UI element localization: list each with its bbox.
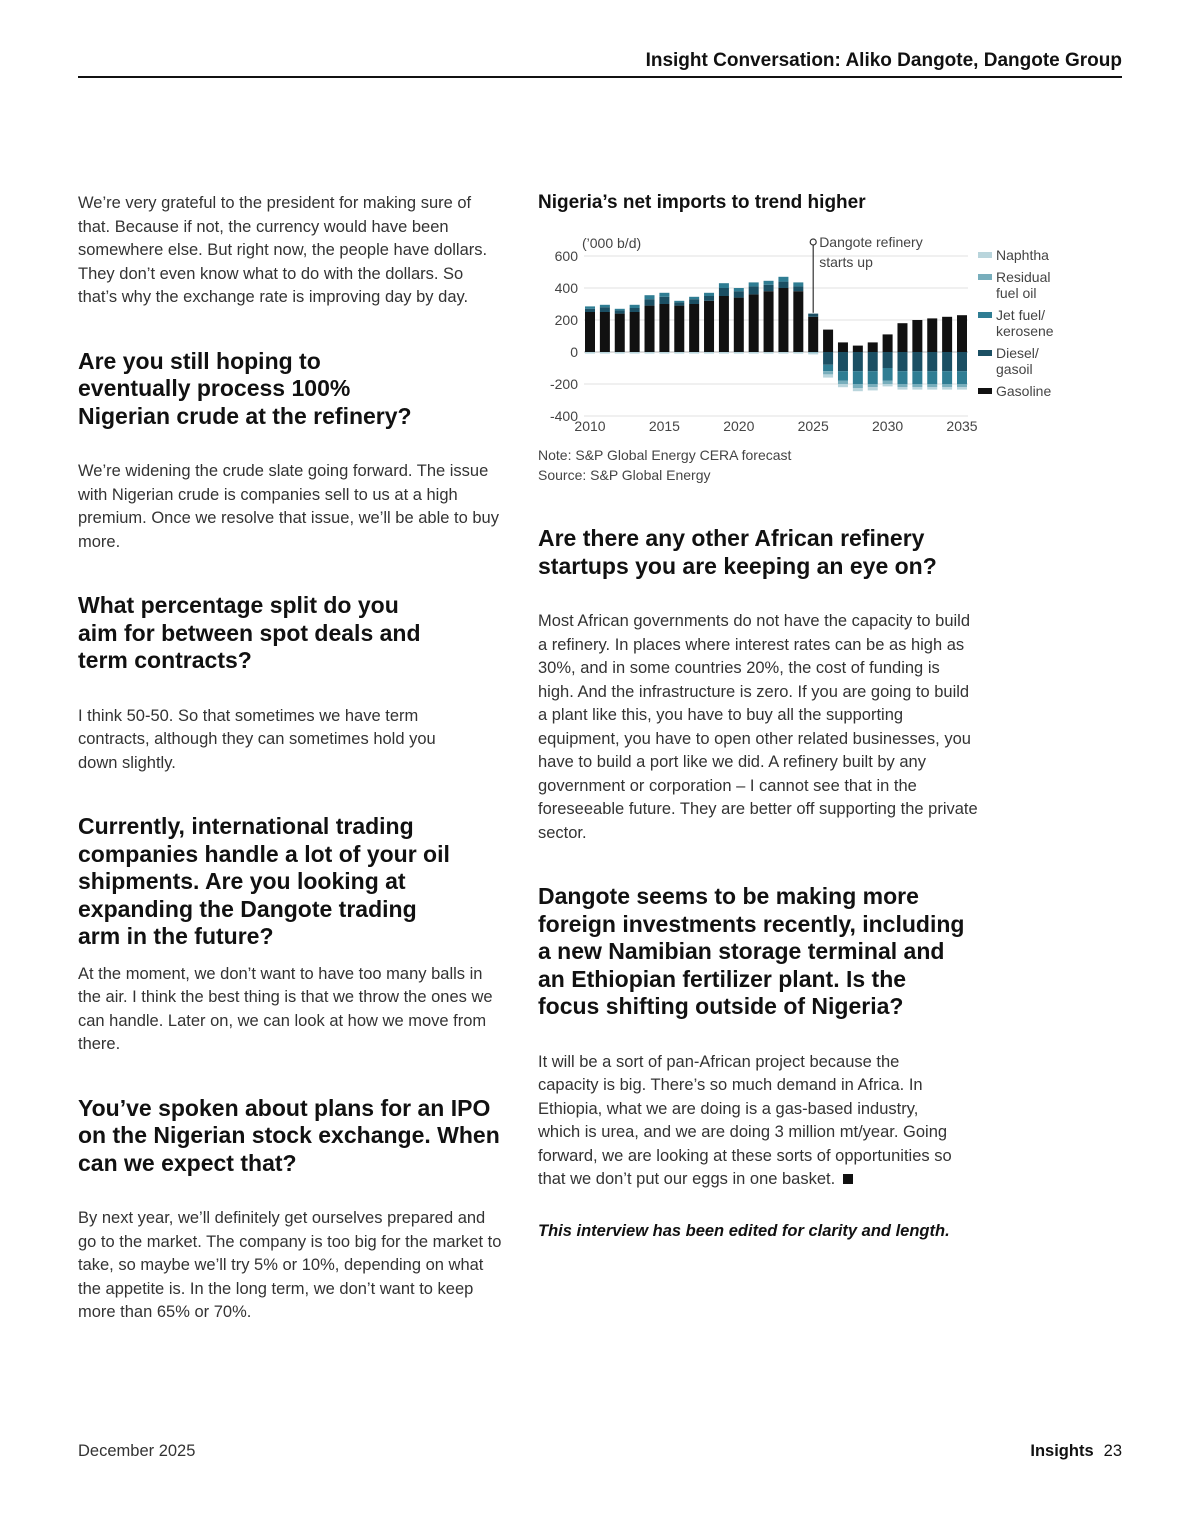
- bar-segment: [659, 293, 669, 297]
- bar-segment: [823, 371, 833, 374]
- bar-segment: [838, 371, 848, 381]
- bar-segment: [912, 352, 922, 371]
- bar-segment: [808, 353, 818, 355]
- annotation-label: Dangote refinery: [819, 234, 923, 250]
- bar-segment: [585, 312, 595, 352]
- question-trading: Currently, international trading companies handle a lot of your oil shipments. Are you looking at expanding the Dangote trading arm in the future?: [78, 813, 450, 949]
- bar-segment: [689, 299, 699, 304]
- bar-segment: [630, 308, 640, 312]
- bar-segment: [674, 306, 684, 352]
- bar-segment: [957, 384, 967, 387]
- bar-segment: [823, 374, 833, 377]
- bar-segment: [838, 381, 848, 384]
- bar-segment: [630, 312, 640, 352]
- bar-segment: [897, 371, 907, 384]
- bar-segment: [615, 309, 625, 311]
- end-of-article-icon: [843, 1174, 853, 1184]
- question-foreign-investments: Dangote seems to be making more foreign investments recently, including a new Namibian storage terminal and an Ethiopian fertilizer plant. Is the focus shifting outside of Nigeria?: [538, 883, 965, 1019]
- bar-segment: [719, 288, 729, 296]
- bar-segment: [897, 352, 907, 371]
- bar-segment: [719, 283, 729, 288]
- bar-segment: [600, 307, 610, 312]
- bar-segment: [868, 387, 878, 390]
- bar-segment: [734, 291, 744, 297]
- x-tick-label: 2020: [723, 418, 755, 434]
- bar-segment: [659, 304, 669, 352]
- bar-segment: [927, 371, 937, 384]
- bar-segment: [764, 352, 774, 354]
- bar-segment: [689, 297, 699, 299]
- question-ipo: You’ve spoken about plans for an IPO on the Nigerian stock exchange. When can we expect that?: [78, 1094, 500, 1176]
- question-crude: Are you still hoping to eventually process 100% Nigerian crude at the refinery?: [78, 347, 412, 429]
- legend-label: Gasoline: [996, 383, 1052, 399]
- bar-segment: [957, 352, 967, 371]
- bar-segment: [808, 314, 818, 317]
- bar-segment: [942, 317, 952, 352]
- bar-segment: [808, 317, 818, 352]
- legend-swatch: [978, 274, 992, 280]
- bar-segment: [719, 296, 729, 352]
- chart-source: Source: S&P Global Energy: [538, 467, 711, 483]
- bar-segment: [912, 387, 922, 389]
- bar-segment: [868, 384, 878, 387]
- bar-segment: [883, 368, 893, 381]
- bar-segment: [630, 352, 640, 354]
- bar-segment: [734, 298, 744, 352]
- bar-segment: [615, 352, 625, 354]
- legend-label: fuel oil: [996, 285, 1037, 301]
- bar-segment: [659, 297, 669, 304]
- legend-label: gasoil: [996, 361, 1033, 377]
- net-imports-chart: [538, 216, 1068, 441]
- bar-segment: [838, 352, 848, 371]
- bar-segment: [615, 310, 625, 313]
- annotation-marker-icon: [810, 239, 816, 245]
- bar-segment: [957, 371, 967, 384]
- bar-segment: [674, 352, 684, 354]
- bar-segment: [883, 381, 893, 384]
- question-african-refineries: Are there any other African refinery startups you are keeping an eye on?: [538, 525, 937, 579]
- legend-label: Residual: [996, 269, 1051, 285]
- bar-segment: [883, 352, 893, 368]
- left-column: [78, 192, 503, 1325]
- bar-segment: [719, 352, 729, 354]
- bar-segment: [957, 315, 967, 352]
- legend-swatch: [978, 350, 992, 356]
- bar-segment: [927, 352, 937, 371]
- bar-segment: [793, 282, 803, 286]
- y-tick-label: 600: [554, 248, 578, 264]
- bar-segment: [793, 291, 803, 352]
- bar-segment: [778, 352, 788, 354]
- bar-segment: [957, 387, 967, 389]
- chart-title: Nigeria’s net imports to trend higher: [538, 192, 866, 213]
- bar-segment: [897, 323, 907, 352]
- bar-segment: [927, 387, 937, 389]
- bar-segment: [600, 352, 610, 354]
- y-tick-label: -400: [549, 408, 578, 424]
- answer-crude: We’re widening the crude slate going forward. The issue with Nigerian crude is companies sell to us at a high premium. Once we resolve that issue, we’ll be able to buy more.: [78, 462, 499, 551]
- answer-trading: At the moment, we don’t want to have too many balls in the air. I think the best thing is that we throw the ones we can handle. Later on, we can look at how we move from there.: [78, 964, 493, 1053]
- bar-segment: [927, 384, 937, 387]
- bar-segment: [942, 387, 952, 389]
- bar-segment: [764, 285, 774, 291]
- bar-segment: [868, 371, 878, 384]
- bar-segment: [600, 305, 610, 307]
- bar-segment: [749, 286, 759, 294]
- bar-segment: [912, 384, 922, 387]
- x-tick-label: 2015: [648, 418, 680, 434]
- bar-segment: [630, 305, 640, 308]
- x-tick-label: 2010: [574, 418, 606, 434]
- bar-segment: [853, 346, 863, 352]
- bar-segment: [659, 352, 669, 354]
- bar-segment: [883, 334, 893, 352]
- x-tick-label: 2025: [797, 418, 829, 434]
- answer-african-refineries: Most African governments do not have the capacity to build a refinery. In places where interest rates can be as high as 30%, and in some countries 20%, the cost of funding is high. And the infrastructure is zero. If you are going to build a plant like this, you have to buy all the supporting equipment, you have to open other related businesses, you have to build a port like we did. A refinery built by any government or corporation – I cannot see that in the foreseeable future. They are better off supporting the private sector.: [538, 612, 978, 842]
- bar-segment: [704, 296, 714, 301]
- legend-label: Diesel/: [996, 345, 1039, 361]
- bar-segment: [585, 309, 595, 312]
- legend-swatch: [978, 388, 992, 394]
- bar-segment: [689, 304, 699, 352]
- bar-segment: [585, 306, 595, 308]
- bar-segment: [749, 352, 759, 354]
- footer-page-info: [1030, 1442, 1122, 1461]
- bar-segment: [645, 295, 655, 299]
- legend-label: Naphtha: [996, 247, 1049, 263]
- bar-segment: [838, 342, 848, 352]
- right-column: [538, 192, 1054, 1241]
- bar-segment: [823, 352, 833, 365]
- x-tick-label: 2035: [946, 418, 978, 434]
- bar-segment: [838, 384, 848, 387]
- bar-segment: [853, 352, 863, 371]
- legend-swatch: [978, 252, 992, 258]
- bar-segment: [942, 384, 952, 387]
- bar-segment: [927, 318, 937, 352]
- bar-segment: [764, 281, 774, 285]
- intro-paragraph: We’re very grateful to the president for making sure of that. Because if not, the currency would have been somewhere else. But right now, the people have dollars. They don’t even know what to do with the dollars. So that’s why the exchange rate is improving day by day.: [78, 194, 488, 306]
- bar-segment: [645, 306, 655, 352]
- bar-segment: [704, 352, 714, 354]
- bar-segment: [853, 371, 863, 384]
- bar-segment: [778, 288, 788, 352]
- x-tick-label: 2030: [872, 418, 904, 434]
- header-title: Insight Conversation: Aliko Dangote, Dangote Group: [645, 50, 1122, 71]
- bar-segment: [674, 302, 684, 305]
- footer-date: December 2025: [78, 1442, 196, 1460]
- bar-segment: [823, 330, 833, 352]
- answer-foreign-investments: [538, 1051, 958, 1192]
- answer-split: I think 50-50. So that sometimes we have term contracts, although they can sometimes hold you down slightly.: [78, 706, 436, 772]
- bar-segment: [912, 320, 922, 352]
- bar-segment: [704, 301, 714, 352]
- bar-segment: [942, 371, 952, 384]
- page-number: 23: [1103, 1442, 1122, 1460]
- bar-segment: [808, 352, 818, 353]
- bar-segment: [853, 384, 863, 388]
- bar-segment: [793, 352, 803, 354]
- legend-label: Jet fuel/: [996, 307, 1046, 323]
- bar-segment: [942, 352, 952, 371]
- answer-foreign-investments-text: It will be a sort of pan-African project because the capacity is big. There’s so much demand in Africa. In Ethiopia, what we are doing is a gas-based industry, which is urea, and we are doing 3 million mt/year. Going forward, we are looking at these sorts of opportunities so that we don’t put our eggs in one basket.: [538, 1052, 952, 1188]
- y-tick-label: 200: [554, 312, 578, 328]
- y-tick-label: -200: [549, 376, 578, 392]
- bar-segment: [734, 288, 744, 291]
- bar-segment: [734, 352, 744, 354]
- footer-brand: Insights: [1030, 1442, 1094, 1460]
- bar-segment: [585, 352, 595, 354]
- bar-segment: [883, 384, 893, 386]
- bar-segment: [645, 299, 655, 305]
- bar-segment: [897, 387, 907, 389]
- edit-note: This interview has been edited for clarity and length.: [538, 1221, 950, 1240]
- legend-swatch: [978, 312, 992, 318]
- bar-segment: [868, 342, 878, 352]
- bar-segment: [823, 365, 833, 371]
- y-tick-label: 0: [570, 344, 578, 360]
- bar-segment: [853, 388, 863, 391]
- bar-segment: [615, 314, 625, 352]
- bar-segment: [868, 352, 878, 371]
- bar-segment: [645, 352, 655, 354]
- bar-segment: [689, 352, 699, 354]
- annotation-label: starts up: [819, 254, 873, 270]
- bar-segment: [778, 282, 788, 288]
- bar-segment: [912, 371, 922, 384]
- bar-segment: [600, 312, 610, 352]
- y-axis-unit: (’000 b/d): [582, 235, 642, 251]
- page-header: [78, 48, 1122, 78]
- bar-segment: [793, 286, 803, 291]
- bar-segment: [764, 291, 774, 352]
- bar-segment: [749, 294, 759, 352]
- legend-label: kerosene: [996, 323, 1054, 339]
- y-tick-label: 400: [554, 280, 578, 296]
- bar-segment: [749, 282, 759, 286]
- bar-segment: [704, 293, 714, 296]
- bar-segment: [674, 301, 684, 303]
- bar-segment: [778, 277, 788, 282]
- chart-note: Note: S&P Global Energy CERA forecast: [538, 447, 792, 463]
- question-split: What percentage split do you aim for between spot deals and term contracts?: [78, 592, 421, 673]
- bar-segment: [897, 384, 907, 387]
- answer-ipo: By next year, we’ll definitely get ourselves prepared and go to the market. The company is too big for the market to take, so maybe we’ll try 5% or 10%, depending on what the appetite is. In the long term, we don’t want to keep more than 65% or 70%.: [78, 1209, 502, 1321]
